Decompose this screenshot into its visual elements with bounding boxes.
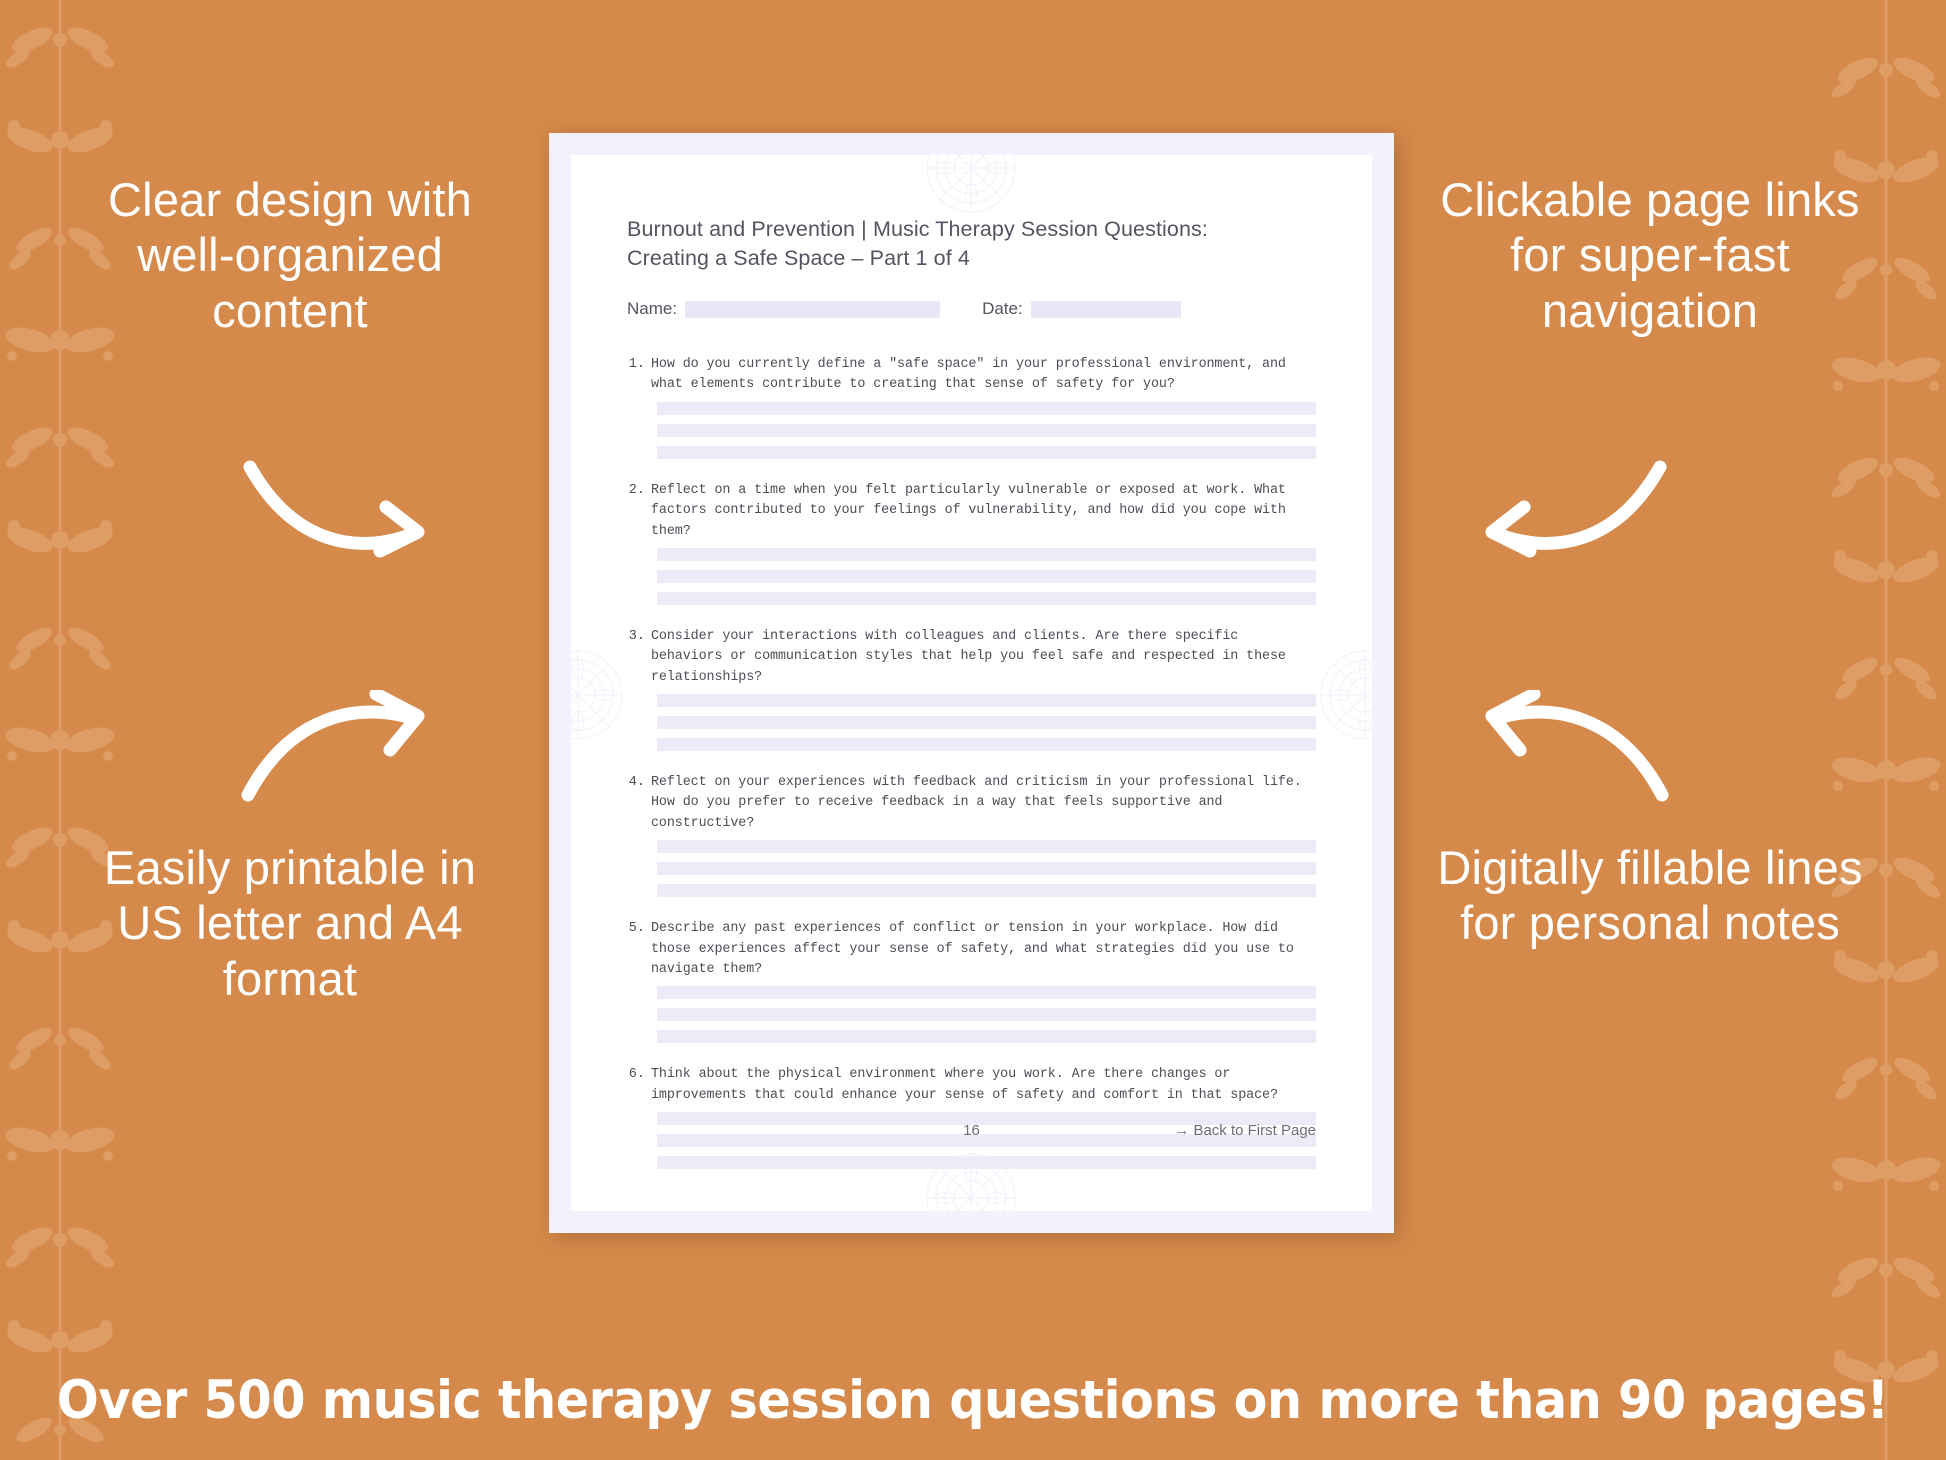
question-text: Reflect on a time when you felt particularly vulnerable or exposed at work. What factors contributed to your feelings of vulnerability, and how did you cope with them? <box>651 482 1286 539</box>
page-number: 16 <box>963 1122 980 1139</box>
answer-line[interactable] <box>657 1030 1316 1043</box>
answer-line[interactable] <box>657 738 1316 751</box>
curved-arrow-right-up-icon <box>240 690 440 815</box>
callout-clickable-links: Clickable page links for super-fast navigation <box>1440 173 1860 337</box>
document-title-line1: Burnout and Prevention | Music Therapy Session Questions: <box>627 217 1208 241</box>
question-text: Think about the physical environment where you work. Are there changes or improvements that could enhance your sense of safety and comfort in that space? <box>651 1067 1278 1103</box>
answer-line[interactable] <box>657 694 1316 707</box>
answer-line[interactable] <box>657 548 1316 561</box>
answer-line[interactable] <box>657 716 1316 729</box>
answer-line[interactable] <box>657 1156 1316 1169</box>
document-page[interactable] <box>549 133 1394 1233</box>
curved-arrow-left-up-icon <box>1470 690 1670 815</box>
answer-lines <box>657 1112 1316 1169</box>
question-number: 5. <box>628 921 645 937</box>
answer-lines <box>657 694 1316 751</box>
answer-lines <box>657 986 1316 1043</box>
question-item <box>627 627 1316 751</box>
back-to-first-page-link[interactable]: → Back to First Page <box>1174 1122 1316 1139</box>
question-number: 3. <box>628 628 645 644</box>
answer-lines <box>657 402 1316 459</box>
callout-clear-design: Clear design with well-organized content <box>108 173 472 337</box>
document-content <box>571 155 1372 1211</box>
answer-line[interactable] <box>657 840 1316 853</box>
question-item <box>627 355 1316 459</box>
document-sheet <box>571 155 1372 1211</box>
answer-lines <box>657 840 1316 897</box>
answer-line[interactable] <box>657 446 1316 459</box>
answer-line[interactable] <box>657 570 1316 583</box>
question-item <box>627 773 1316 897</box>
question-list <box>627 355 1316 1169</box>
answer-line[interactable] <box>657 402 1316 415</box>
name-input[interactable] <box>685 301 940 318</box>
name-label: Name: <box>627 299 678 319</box>
callout-fillable-lines: Digitally fillable lines for personal notes <box>1437 841 1863 950</box>
date-input[interactable] <box>1031 301 1181 318</box>
question-number: 6. <box>628 1067 645 1083</box>
curved-arrow-left-down-icon <box>1470 455 1670 580</box>
question-item <box>627 919 1316 1043</box>
question-number: 2. <box>628 482 645 498</box>
banner-text: Over 500 music therapy session questions on more than 90 pages! <box>57 1369 1889 1431</box>
document-footer <box>627 1122 1316 1139</box>
question-number: 4. <box>628 775 645 791</box>
document-title <box>627 215 1316 273</box>
answer-line[interactable] <box>657 424 1316 437</box>
answer-line[interactable] <box>657 1008 1316 1021</box>
date-label: Date: <box>982 299 1023 319</box>
question-number: 1. <box>628 357 645 373</box>
question-text: Describe any past experiences of conflict or tension in your workplace. How did those experiences affect your sense of safety, and what strategies did you use to navigate them? <box>651 921 1294 977</box>
curved-arrow-right-down-icon <box>240 455 440 580</box>
question-item <box>627 481 1316 605</box>
question-item <box>627 1065 1316 1169</box>
answer-line[interactable] <box>657 592 1316 605</box>
answer-lines <box>657 548 1316 605</box>
document-title-line2: Creating a Safe Space – Part 1 of 4 <box>627 246 970 271</box>
answer-line[interactable] <box>657 884 1316 897</box>
question-text: How do you currently define a "safe space" in your professional environment, and what elements contribute to creating that sense of safety for you? <box>651 357 1286 393</box>
question-text: Consider your interactions with colleagues and clients. Are there specific behaviors or communication styles that help you feel safe and respected in these relationships? <box>651 628 1286 685</box>
callout-easily-printable: Easily printable in US letter and A4 format <box>103 841 477 1005</box>
name-date-row <box>627 299 1316 319</box>
answer-line[interactable] <box>657 862 1316 875</box>
answer-line[interactable] <box>657 986 1316 999</box>
bottom-banner <box>0 1340 1946 1460</box>
question-text: Reflect on your experiences with feedback and criticism in your professional life. How do you prefer to receive feedback in a way that feels supportive and constructive? <box>651 775 1302 831</box>
